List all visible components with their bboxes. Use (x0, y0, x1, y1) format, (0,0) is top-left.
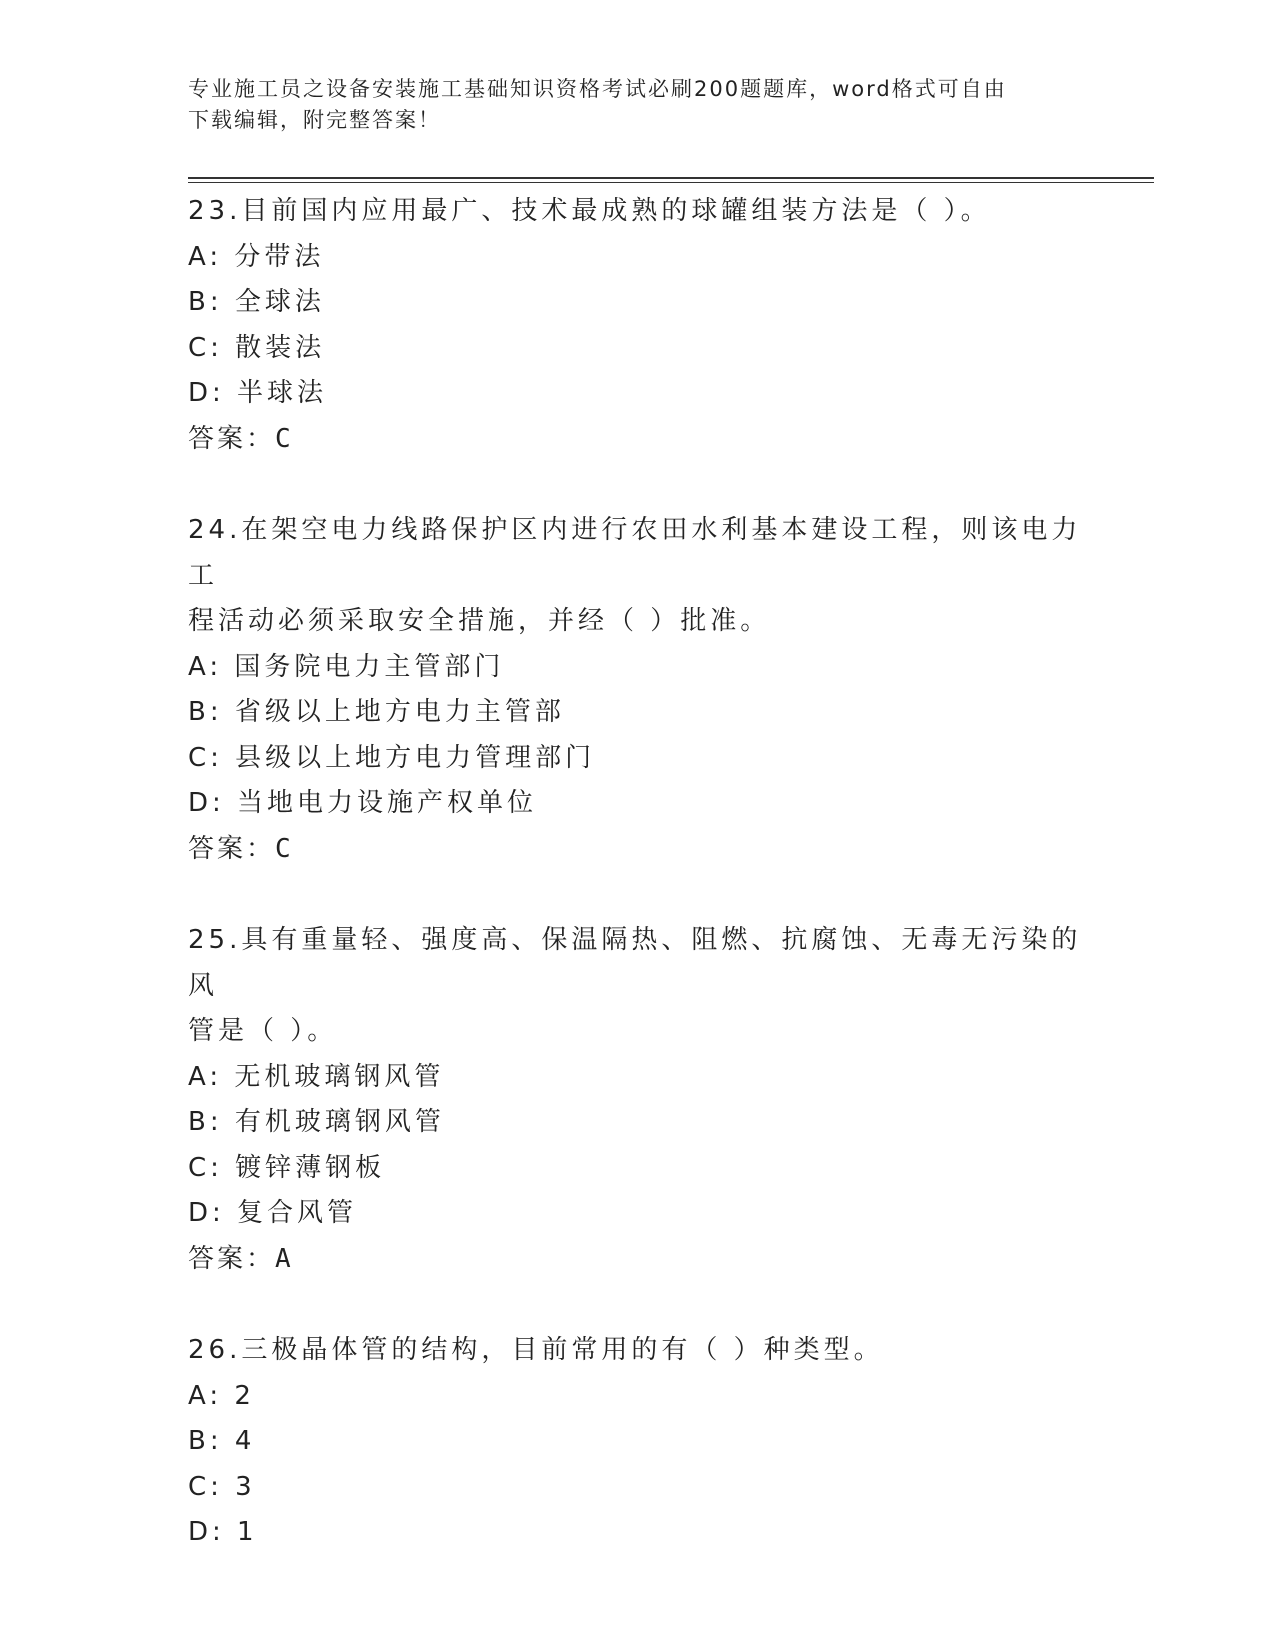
answer-label: 答案： (188, 423, 276, 454)
question-stem-line-1: 24.在架空电力线路保护区内进行农田水利基本建设工程，则该电力工 (188, 515, 1082, 591)
option-a: A: 国务院电力主管部门 (188, 651, 505, 682)
answer-value: A (275, 1243, 294, 1274)
answer-label: 答案： (188, 833, 276, 864)
header-title-line-2: 下载编辑，附完整答案！ (188, 108, 441, 132)
option-d: D: 1 (188, 1517, 258, 1547)
question-stem-line-1: 25.具有重量轻、强度高、保温隔热、阻燃、抗腐蚀、无毒无污染的风 (188, 925, 1082, 1001)
answer-line (188, 1237, 1088, 1283)
answer-line (188, 417, 1088, 463)
option-a: A: 2 (188, 1380, 255, 1411)
question-list (188, 189, 1088, 1556)
question-spacer (188, 872, 1088, 918)
option-a: A: 分带法 (188, 241, 325, 272)
question-stem: 23.目前国内应用最广、技术最成熟的球罐组装方法是（ ）。 (188, 196, 991, 226)
option-d: D: 半球法 (188, 378, 328, 408)
option-d: D: 当地电力设施产权单位 (188, 788, 538, 818)
header-divider-thin (188, 182, 1154, 183)
answer-value: C (275, 423, 294, 454)
question-26 (188, 1328, 1088, 1556)
option-d: D: 复合风管 (188, 1198, 358, 1228)
question-stem: 26.三极晶体管的结构，目前常用的有（ ）种类型。 (188, 1335, 884, 1365)
option-c: C: 县级以上地方电力管理部门 (188, 742, 596, 773)
question-stem-line-2: 管是（ ）。 (188, 1016, 338, 1046)
question-24 (188, 508, 1088, 872)
answer-line (188, 827, 1088, 873)
option-b: B: 4 (188, 1426, 256, 1456)
header-title-line-1: 专业施工员之设备安装施工基础知识资格考试必刷200题题库，word格式可自由 (188, 77, 1007, 101)
question-spacer (188, 462, 1088, 508)
question-spacer (188, 1282, 1088, 1328)
option-c: C: 镀锌薄钢板 (188, 1152, 386, 1183)
answer-label: 答案： (188, 1243, 276, 1274)
question-stem-line-2: 程活动必须采取安全措施，并经（ ）批准。 (188, 606, 771, 636)
option-a: A: 无机玻璃钢风管 (188, 1061, 445, 1092)
option-b: B: 全球法 (188, 287, 325, 317)
header-divider-thick (188, 177, 1154, 179)
option-b: B: 省级以上地方电力主管部 (188, 697, 565, 727)
question-25 (188, 918, 1088, 1282)
option-c: C: 散装法 (188, 332, 326, 363)
document-header (188, 74, 1088, 136)
option-b: B: 有机玻璃钢风管 (188, 1107, 445, 1137)
question-23 (188, 189, 1088, 462)
answer-value: C (275, 833, 294, 864)
option-c: C: 3 (188, 1471, 256, 1502)
